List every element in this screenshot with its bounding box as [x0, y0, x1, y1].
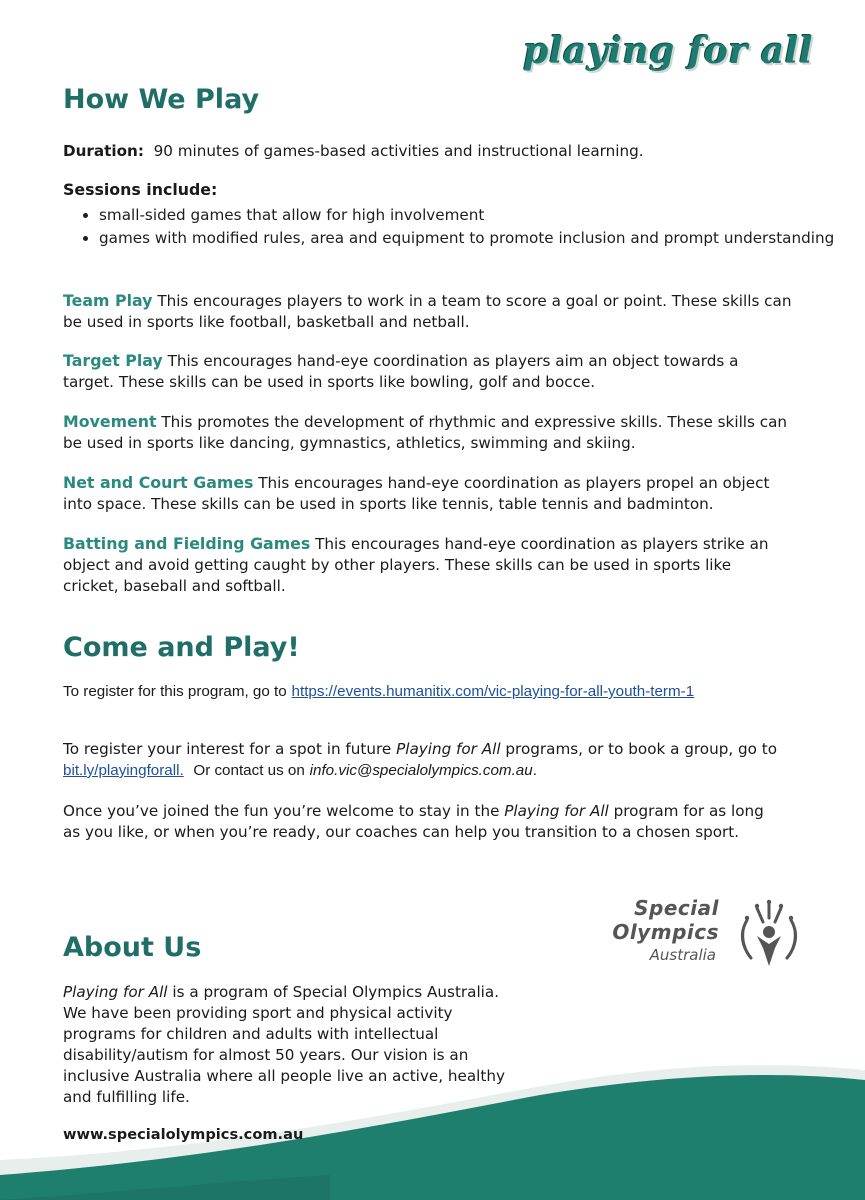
list-item: • games with modified rules, area and equipment to promote inclusion and prompt understanding [99, 228, 839, 249]
activity-movement [63, 411, 793, 454]
activity-text: This encourages players to work in a team to score a goal or point. These skills can be used in sports like football, basketball and netball. [63, 292, 792, 331]
playing-for-all-logo: playing for all [523, 30, 813, 72]
logo-text-special: Special [634, 896, 719, 920]
program-name: Playing for All [504, 802, 609, 820]
joined-suffix: program for as long as you like, or when you’re ready, our coaches can help you transition to a chosen sport. [63, 802, 764, 841]
about-us-body: is a program of Special Olympics Australia. We have been providing sport and physical activity programs for children and adults with intellectual disability/autism for almost 50 years. Our vision is an inclusive Australia where all people live an active, healthy and fulfilling life. [63, 983, 505, 1106]
logo-text-australia: Australia [649, 946, 716, 964]
contact-email[interactable]: info.vic@specialolympics.com.au [309, 762, 533, 779]
special-olympics-logo [596, 896, 811, 976]
sessions-list [63, 205, 839, 251]
register-prefix: To register for this program, go to [63, 683, 287, 700]
website-url[interactable]: www.specialolympics.com.au [63, 1126, 304, 1143]
program-name: Playing for All [396, 740, 501, 758]
duration-label: Duration: [63, 142, 144, 160]
how-we-play-heading: How We Play [63, 84, 260, 115]
about-us-heading: About Us [63, 932, 202, 963]
activity-text: This encourages hand-eye coordination as players propel an object into space. These skills can be used in sports like tennis, table tennis and badminton. [63, 474, 770, 513]
interest-paragraph [63, 739, 803, 781]
activity-team-play [63, 290, 793, 333]
interest-middle: programs, or to book a group, go to [505, 740, 778, 758]
program-name: Playing for All [63, 983, 168, 1001]
footer-wave [0, 1040, 865, 1200]
duration-text: 90 minutes of games-based activities and instructional learning. [153, 142, 644, 160]
activity-term: Target Play [63, 351, 163, 370]
contact-suffix: . [532, 762, 537, 779]
activity-net-and-court [63, 472, 803, 515]
activity-target-play [63, 350, 783, 393]
special-olympics-emblem-icon [731, 896, 807, 972]
duration-line [63, 141, 823, 162]
sessions-label: Sessions include: [63, 180, 218, 199]
contact-prefix: Or contact us on [193, 762, 305, 779]
come-and-play-heading: Come and Play! [63, 632, 300, 663]
joined-prefix: Once you’ve joined the fun you’re welcome to stay in the [63, 802, 500, 820]
activity-text: This promotes the development of rhythmic and expressive skills. These skills can be used in sports like dancing, gymnastics, athletics, swimming and skiing. [63, 413, 788, 452]
activity-term: Movement [63, 412, 157, 431]
joined-paragraph [63, 801, 783, 843]
activity-term: Net and Court Games [63, 473, 254, 492]
interest-link[interactable]: bit.ly/playingforall. [63, 762, 184, 779]
register-link[interactable]: https://events.humanitix.com/vic-playing-for-all-youth-term-1 [291, 683, 695, 700]
activity-text: This encourages hand-eye coordination as players aim an object towards a target. These skills can be used in sports like bowling, golf and bocce. [63, 352, 739, 391]
logo-text-olympics: Olympics [612, 920, 719, 944]
activity-term: Team Play [63, 291, 153, 310]
activity-batting-and-fielding [63, 533, 783, 597]
list-item: • small-sided games that allow for high involvement [99, 205, 839, 226]
interest-prefix: To register your interest for a spot in future [63, 740, 392, 758]
register-paragraph [63, 681, 763, 702]
activity-text: This encourages hand-eye coordination as players strike an object and avoid getting caught by other players. These skills can be used in sports like cricket, baseball and softball. [63, 535, 769, 595]
activity-term: Batting and Fielding Games [63, 534, 311, 553]
